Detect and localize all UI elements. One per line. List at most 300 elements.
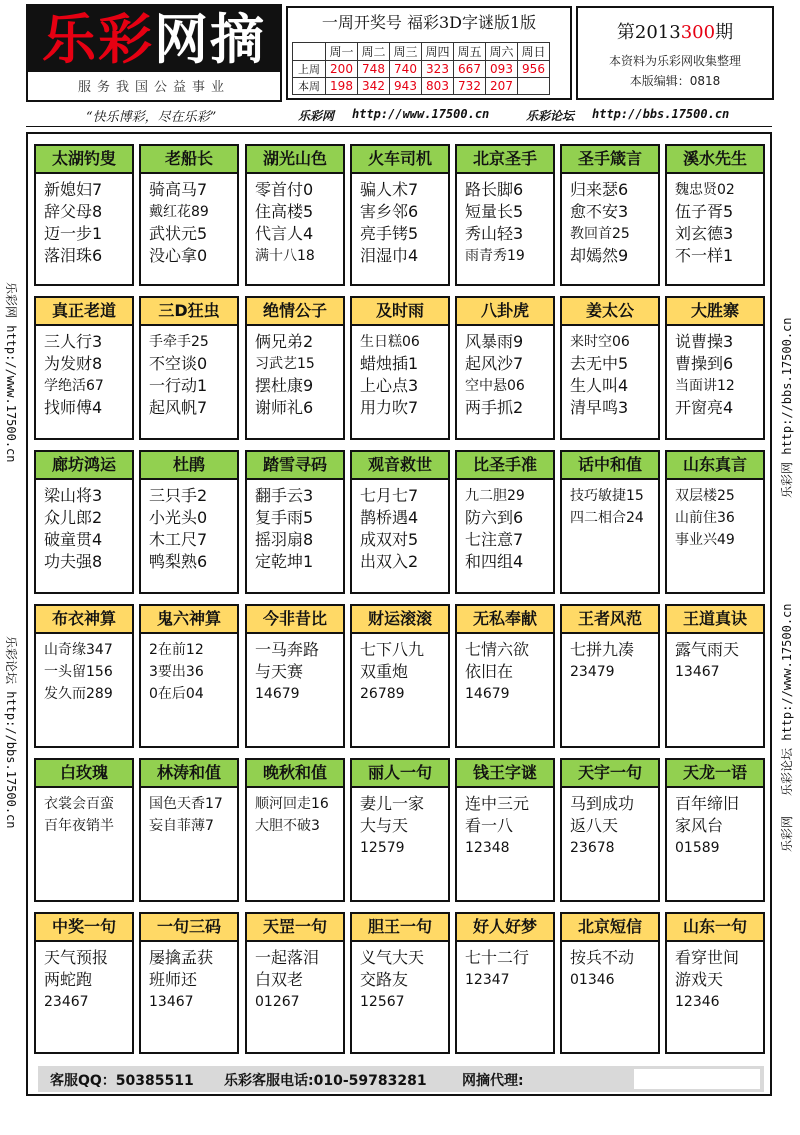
footer-qq: 客服QQ：50385511 [50,1073,194,1089]
tip-line: 七月七7 [360,486,419,505]
last-week-num: 740 [390,61,422,78]
tip-code: 23678 [570,840,615,856]
tip-line: 四二相合24 [570,510,644,526]
tip-code: 12347 [465,972,510,988]
tip-cell [245,758,345,902]
tip-line: 山前住36 [675,510,735,526]
tip-line: 大胆不破3 [255,818,320,834]
tip-line: 九二胆29 [465,488,525,504]
tip-line: 三只手2 [149,486,208,505]
logo-white: 网摘 [154,7,266,71]
tip-cell-body [141,480,237,573]
tip-line: 看穿世间 [675,948,740,967]
tip-cell-title: 北京短信 [562,914,658,942]
tip-cell-title: 林涛和值 [141,760,237,788]
tip-line: 天气预报 [44,948,109,967]
tip-cell [665,296,765,440]
day-4: 周四 [422,43,454,61]
agent-box [634,1069,760,1089]
tip-line: 游戏天 [675,970,724,989]
tip-line: 生人叫4 [570,376,629,395]
tip-code: 13467 [675,664,720,680]
issue-box [576,6,774,100]
tip-line: 国色天香17 [149,796,223,812]
tip-line: 手牵手25 [149,334,209,350]
tip-cell [560,296,660,440]
tip-cell-body [457,480,553,573]
tip-cell [350,912,450,1054]
this-week-num: 342 [358,78,390,95]
tip-line: 起风帆7 [149,398,208,417]
last-week-num: 323 [422,61,454,78]
forum-url-link[interactable]: http://bbs.17500.cn [592,107,730,121]
tip-code: 14679 [465,686,510,702]
draw-title: 一周开奖号 福彩3D字谜版1版 [321,13,537,32]
tip-code: 12567 [360,994,405,1010]
tip-cell-body [667,174,763,267]
tip-cell-title: 布衣神算 [36,606,132,634]
tip-cell-body [457,174,553,267]
tip-line: 习武艺15 [255,356,315,372]
tip-line: 用力吹7 [360,398,419,417]
tip-line: 去无中5 [570,354,629,373]
tip-line: 谢师礼6 [255,398,314,417]
issue-suffix: 期 [715,22,734,43]
tip-line: 2在前12 [149,642,204,658]
tip-cell-title: 廊坊鸿运 [36,452,132,480]
tip-cell [34,296,134,440]
tip-line: 零首付0 [255,180,314,199]
last-week-num: 667 [454,61,486,78]
tip-cell-body [562,942,658,991]
tip-line: 没心拿0 [149,246,208,265]
tip-cell-title: 好人好梦 [457,914,553,942]
tip-cell-body [36,942,132,1013]
tip-code: 13467 [149,994,194,1010]
tip-cell [560,604,660,748]
tip-cell-body [247,174,343,267]
tip-line: 连中三元 [465,794,530,813]
this-week-num: 803 [422,78,454,95]
tip-line: 复手雨5 [255,508,314,527]
tip-line: 戴红花89 [149,204,209,220]
tip-line: 清早鸣3 [570,398,629,417]
tip-line: 伍子胥5 [675,202,734,221]
tip-cell-body [352,480,448,573]
side-left-top: 乐彩网 http://www.17500.cn [4,282,18,463]
tip-line: 雨青秀19 [465,248,525,264]
tip-line: 发久而289 [44,686,113,702]
tip-cell-title: 观音救世 [352,452,448,480]
tip-cell-body [562,326,658,419]
tip-line: 路长脚6 [465,180,524,199]
tip-cell-body [352,174,448,267]
day-2: 周二 [358,43,390,61]
tip-line: 武状元5 [149,224,208,243]
tip-cell [139,144,239,286]
tip-line: 妻儿一家 [360,794,425,813]
motto-text: “快乐博彩，尽在乐彩” [86,110,217,125]
tip-line: 功夫强8 [44,552,103,571]
tip-line: 翻手云3 [255,486,314,505]
tip-line: 曹操到6 [675,354,734,373]
tip-line: 短量长5 [465,202,524,221]
tip-cell-body [36,634,132,705]
tip-line: 小光头0 [149,508,208,527]
day-7: 周日 [518,43,550,61]
tip-cell-title: 山东一句 [667,914,763,942]
tip-cell-body [562,788,658,859]
tip-cell-title: 丽人一句 [352,760,448,788]
tip-cell [455,296,555,440]
draw-days-row [293,43,550,61]
this-week-num: 732 [454,78,486,95]
side-right-mid: 乐彩论坛 http://www.17500.cn [780,603,794,796]
tip-code: 23467 [44,994,89,1010]
tip-line: 马到成功 [570,794,635,813]
tip-line: 却嫣然9 [570,246,629,265]
tip-cell-body [141,788,237,837]
tip-cell-title: 真正老道 [36,298,132,326]
this-week-num [518,78,550,95]
slogan: 服务我国公益事业 [77,80,230,95]
this-week-row [293,78,550,95]
tip-line: 找师傅4 [44,398,103,417]
tip-code: 12579 [360,840,405,856]
tip-line: 木工尺7 [149,530,208,549]
tip-line: 众儿郎2 [44,508,103,527]
tip-line: 看一八 [465,816,514,835]
tip-cell [665,604,765,748]
tip-cell-body [562,480,658,529]
tip-line: 俩兄弟2 [255,332,314,351]
tip-line: 一马奔路 [255,640,320,659]
tip-code: 14679 [255,686,300,702]
footer-phone: 乐彩客服电话:010-59783281 [224,1073,427,1089]
tip-line: 按兵不动 [570,948,635,967]
tip-cell-body [141,174,237,267]
day-5: 周五 [454,43,486,61]
tip-cell [139,450,239,594]
tip-cell-body [457,326,553,419]
tip-line: 梁山将3 [44,486,103,505]
tip-line: 双层楼25 [675,488,735,504]
tip-line: 定乾坤1 [255,552,314,571]
tip-line: 与天赛 [255,662,304,681]
tip-cell-title: 北京圣手 [457,146,553,174]
tip-cell-title: 天罡一句 [247,914,343,942]
tip-cell-body [457,634,553,705]
tip-line: 交路友 [360,970,409,989]
issue-number: 300 [680,22,716,43]
footer-agent: 网摘代理: [462,1073,524,1089]
tip-line: 顺河回走16 [255,796,329,812]
tip-line: 说曹操3 [675,332,734,351]
tip-cell [350,450,450,594]
tip-cell [455,144,555,286]
tip-cell-body [352,788,448,859]
tip-cell [34,450,134,594]
tip-line: 害乡邻6 [360,202,419,221]
tip-cell [245,296,345,440]
tip-cell [560,450,660,594]
tip-line: 两手抓2 [465,398,524,417]
tip-code: 23479 [570,664,615,680]
tip-cell [139,758,239,902]
tip-cell [34,758,134,902]
tip-cell [455,450,555,594]
tip-line: 防六到6 [465,508,524,527]
tip-cell-body [36,480,132,573]
tip-line: 落泪珠6 [44,246,103,265]
editor-label: 本版编辑：0818 [629,74,721,88]
tip-cell-body [457,942,553,991]
this-week-num: 943 [390,78,422,95]
tip-line: 依旧在 [465,662,514,681]
tip-cell-title: 话中和值 [562,452,658,480]
tip-line: 技巧敏捷15 [570,488,644,504]
tip-line: 双重炮 [360,662,409,681]
tip-cell-body [352,942,448,1013]
tip-line: 当面讲12 [675,378,735,394]
tip-cell-body [247,788,343,837]
logo-red: 乐彩 [42,7,154,71]
tip-line: 白双老 [255,970,304,989]
tip-code: 26789 [360,686,405,702]
forum-label: 乐彩论坛 [526,109,575,123]
tip-line: 为发财8 [44,354,103,373]
draw-corner [293,43,326,61]
last-week-num: 956 [518,61,550,78]
tip-line: 七拼九凑 [570,640,635,659]
tip-line: 生日糕06 [360,334,420,350]
this-week-num: 207 [486,78,518,95]
tip-cell-title: 胆王一句 [352,914,448,942]
tip-line: 百年夜销半 [44,818,114,834]
tip-cell-body [141,326,237,419]
this-week-label: 本周 [293,78,326,95]
side-right-bottom: 乐彩网 [780,815,794,852]
tip-line: 一起落泪 [255,948,320,967]
tip-cell-title: 老船长 [141,146,237,174]
tip-cell-title: 天宇一句 [562,760,658,788]
tip-cell-body [352,634,448,705]
tip-line: 摆杜康9 [255,376,314,395]
tip-line: 返八天 [570,816,619,835]
last-week-row [293,61,550,78]
tip-line: 归来瑟6 [570,180,629,199]
tip-line: 学绝活67 [44,378,104,394]
tip-cell-body [247,480,343,573]
tip-line: 骑高马7 [149,180,208,199]
tip-code: 01267 [255,994,300,1010]
tip-cell-title: 八卦虎 [457,298,553,326]
tip-line: 七情六欲 [465,640,530,659]
side-left-bottom: 乐彩论坛 http://bbs.17500.cn [4,636,18,829]
tip-code: 12348 [465,840,510,856]
tip-cell [560,912,660,1054]
tip-cell [350,144,450,286]
tip-cell-title: 白玫瑰 [36,760,132,788]
tip-line: 秀山轻3 [465,224,524,243]
tip-line: 蜡烛插1 [360,354,419,373]
tip-line: 七十二行 [465,948,530,967]
logo-text [28,6,280,72]
tip-line: 鹊桥遇4 [360,508,419,527]
tip-cell-body [667,480,763,551]
tip-cell-body [667,788,763,859]
tip-cell [455,604,555,748]
tip-cell-title: 比圣手准 [457,452,553,480]
tip-line: 愈不安3 [570,202,629,221]
tip-line: 3要出36 [149,664,204,680]
tip-line: 屡擒孟获 [149,948,214,967]
side-right-top: 乐彩网 http://bbs.17500.cn [780,317,794,498]
tip-cell-title: 财运滚滚 [352,606,448,634]
tip-cell-title: 湖光山色 [247,146,343,174]
tip-cell-body [247,326,343,419]
tip-cell-title: 圣手箴言 [562,146,658,174]
tip-code: 12346 [675,994,720,1010]
tip-cell [455,912,555,1054]
tip-cell [139,604,239,748]
tip-line: 代言人4 [255,224,314,243]
tip-cell [34,604,134,748]
last-week-num: 093 [486,61,518,78]
tip-cell [560,758,660,902]
tip-line: 山奇缘347 [44,642,113,658]
tip-line: 鸭梨熟6 [149,552,208,571]
tip-cell [665,450,765,594]
tip-line: 三人行3 [44,332,103,351]
tip-cell-body [247,634,343,705]
tip-cell [34,912,134,1054]
tip-line: 七下八九 [360,640,425,659]
tip-cell-body [36,174,132,267]
tip-cell-body [141,942,237,1013]
tip-cell [665,144,765,286]
tip-line: 和四组4 [465,552,524,571]
tip-cell [350,758,450,902]
tip-cell [245,450,345,594]
tip-line: 风暴雨9 [465,332,524,351]
tip-line: 露气雨天 [675,640,740,659]
site-url-link[interactable]: http://www.17500.cn [352,107,490,121]
tip-cell-title: 及时雨 [352,298,448,326]
tip-line: 刘玄德3 [675,224,734,243]
tip-cell-title: 无私奉献 [457,606,553,634]
tip-cell-title: 姜太公 [562,298,658,326]
tip-line: 一行动1 [149,376,208,395]
logo [26,4,282,102]
last-week-num: 200 [326,61,358,78]
tip-cell-title: 太湖钓叟 [36,146,132,174]
tip-cell [560,144,660,286]
tip-cell-body [667,942,763,1013]
tip-cell-title: 今非昔比 [247,606,343,634]
tip-cell [139,912,239,1054]
last-week-num: 748 [358,61,390,78]
tip-line: 大与天 [360,816,409,835]
tip-cell [245,144,345,286]
day-6: 周六 [486,43,518,61]
tip-cell-title: 王者风范 [562,606,658,634]
tip-cell-title: 一句三码 [141,914,237,942]
tip-line: 义气大天 [360,948,425,967]
issue-note: 本资料为乐彩网收集整理 [608,54,741,68]
site-label: 乐彩网 [298,109,335,123]
motto-bar [26,104,772,127]
tip-cell [665,912,765,1054]
tip-line: 事业兴49 [675,532,735,548]
tip-cell [350,296,450,440]
tip-cell-title: 山东真言 [667,452,763,480]
day-1: 周一 [326,43,358,61]
tip-cell-title: 溪水先生 [667,146,763,174]
tip-line: 新媳妇7 [44,180,103,199]
tip-line: 满十八18 [255,248,315,264]
tip-cell-title: 钱王字谜 [457,760,553,788]
tip-line: 破童贯4 [44,530,103,549]
tip-line: 一头留156 [44,664,113,680]
tip-cell-title: 晚秋和值 [247,760,343,788]
tip-cell-title: 王道真诀 [667,606,763,634]
tip-cell-title: 踏雪寻码 [247,452,343,480]
tip-cell [245,912,345,1054]
tip-code: 01589 [675,840,720,856]
issue-title [578,18,772,44]
tip-cell [665,758,765,902]
tip-line: 0在后04 [149,686,204,702]
tip-line: 骗人术7 [360,180,419,199]
tip-cell-title: 大胜寨 [667,298,763,326]
tip-line: 起风沙7 [465,354,524,373]
tip-cell-body [562,634,658,683]
tip-line: 班师还 [149,970,198,989]
day-3: 周三 [390,43,422,61]
tip-line: 亮手铐5 [360,224,419,243]
tip-cell-body [562,174,658,267]
weekly-draw-box [286,6,572,100]
tip-cell-body [352,326,448,419]
tip-cell-title: 火车司机 [352,146,448,174]
tip-line: 七注意7 [465,530,524,549]
tip-cell-title: 中奖一句 [36,914,132,942]
tip-cell [350,604,450,748]
tip-line: 百年缔旧 [675,794,740,813]
this-week-num: 198 [326,78,358,95]
tip-cell-body [141,634,237,705]
tip-line: 泪湿巾4 [360,246,419,265]
tip-cell-body [36,788,132,837]
tip-cell-title: 天龙一语 [667,760,763,788]
tip-line: 开窗亮4 [675,398,734,417]
tip-cell-body [36,326,132,419]
tip-line: 辞父母8 [44,202,103,221]
tip-cell-body [247,942,343,1013]
issue-prefix: 第2013 [616,22,681,43]
tip-line: 摇羽扇8 [255,530,314,549]
tip-code: 01346 [570,972,615,988]
tip-cell-title: 鬼六神算 [141,606,237,634]
tip-line: 不空谈0 [149,354,208,373]
tip-line: 迈一步1 [44,224,103,243]
tip-line: 上心点3 [360,376,419,395]
tip-line: 成双对5 [360,530,419,549]
tip-line: 教回首25 [570,226,630,242]
tip-cell [139,296,239,440]
tip-line: 来时空06 [570,334,630,350]
